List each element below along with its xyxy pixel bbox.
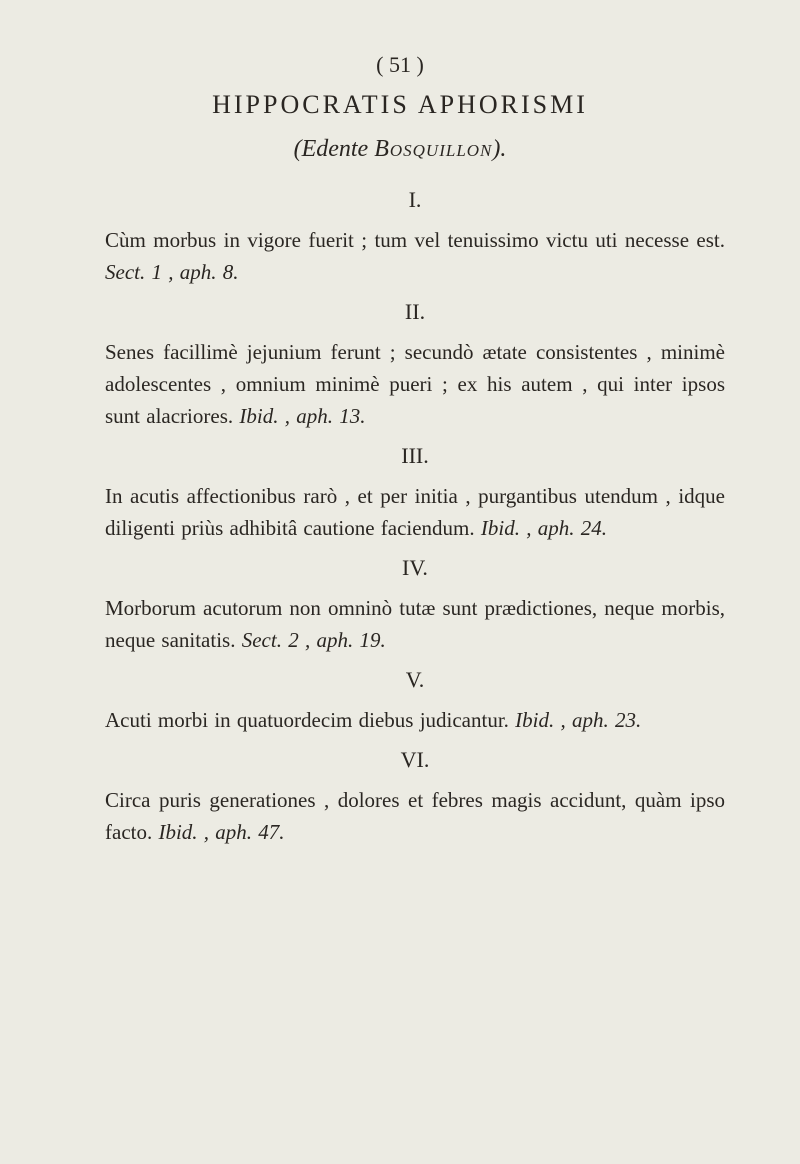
aphorism-numeral: VI.: [400, 747, 430, 772]
aphorism-reference: Sect. 1 , aph. 8.: [105, 260, 239, 284]
aphorism-body: In acutis affectionibus rarò , et per initia , purgantibus utendum , idque diligenti priùs adhibitâ cautione faciendum.: [105, 484, 725, 540]
aphorism-numeral: III.: [401, 443, 429, 468]
aphorism-list: [105, 188, 725, 860]
aphorism-body: Morborum acutorum non omninò tutæ sunt prædictiones, neque morbis, neque sanitatis.: [105, 596, 725, 652]
aphorism-text: [105, 704, 725, 736]
subtitle-close-paren: ).: [492, 136, 507, 162]
aphorism-reference: Sect. 2 , aph. 19.: [241, 628, 386, 652]
aphorism-text: [105, 480, 725, 544]
aphorism-body: Acuti morbi in quatuordecim diebus judicantur.: [105, 708, 516, 732]
aphorism-reference: Ibid. , aph. 23.: [515, 708, 642, 732]
aphorism-reference: Ibid. , aph. 47.: [158, 820, 285, 844]
aphorism-numeral: II.: [404, 299, 426, 324]
aphorism-body: Circa puris generationes , dolores et febres magis accidunt, quàm ipso facto.: [105, 788, 725, 844]
page-subtitle: [0, 136, 800, 163]
aphorism-text: [105, 224, 725, 288]
subtitle-editor-label: Edente: [301, 136, 375, 162]
aphorism-text: [105, 336, 725, 432]
subtitle-open-paren: (: [293, 136, 302, 162]
aphorism-numeral: V.: [405, 667, 425, 692]
page-number: ( 51 ): [376, 52, 424, 77]
aphorism-reference: Ibid. , aph. 13.: [239, 404, 366, 428]
aphorism-body: Senes facillimè jejunium ferunt ; secundò ætate consistentes , minimè adolescentes , omnium minimè pueri ; ex his autem , qui inter ipsos sunt alacriores.: [105, 340, 725, 428]
aphorism-numeral: I.: [408, 187, 422, 212]
aphorism-body: Cùm morbus in vigore fuerit ; tum vel tenuissimo victu uti necesse est.: [105, 228, 725, 252]
subtitle-editor-name: Bosquillon: [374, 136, 493, 162]
aphorism-text: [105, 784, 725, 848]
page-title: HIPPOCRATIS APHORISMI: [212, 90, 588, 119]
aphorism-numeral: IV.: [402, 555, 428, 580]
aphorism-text: [105, 592, 725, 656]
aphorism-reference: Ibid. , aph. 24.: [480, 516, 607, 540]
